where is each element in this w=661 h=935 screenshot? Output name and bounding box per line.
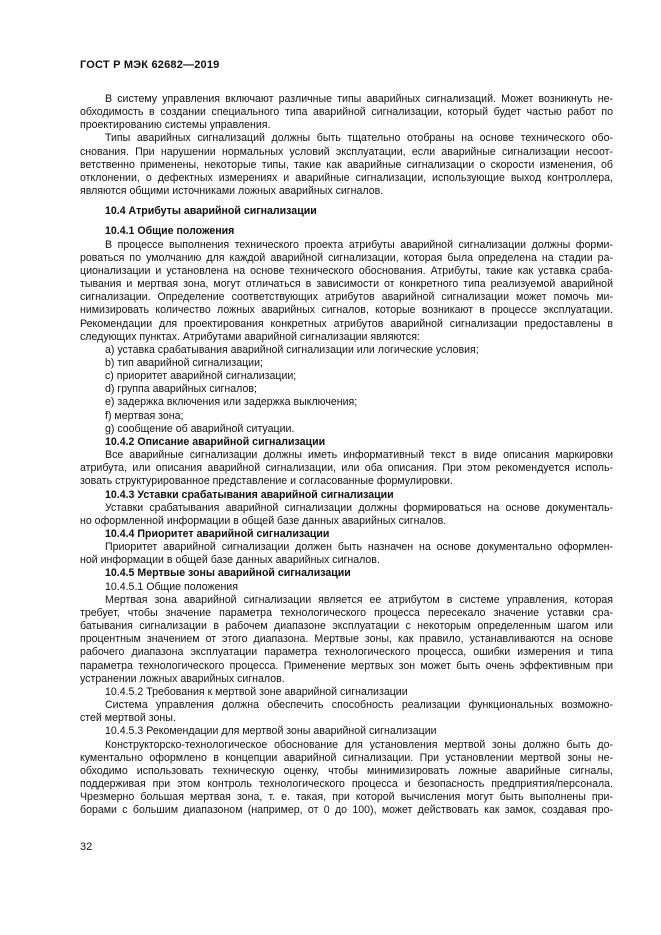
text-line: b) тип аварийной сигнализации; [105, 356, 263, 369]
text-line: a) уставка срабатывания аварийной сигнализации или логические условия; [105, 343, 479, 356]
text-line: роваться по умолчанию для каждой аварийной сигнализации, которая была определена на стадии ра- [80, 251, 613, 264]
text-line: являются общими источниками ложных аварийных сигналов. [80, 185, 384, 198]
text-line: Типы аварийных сигнализаций должны быть тщательно отобраны на основе технического обо- [105, 132, 613, 145]
text-line: В процессе выполнения технического проекта атрибуты аварийной сигнализации должны форми- [105, 238, 613, 251]
text-line: обходимо использовать техническую оценку, чтобы минимизировать ложные аварийные сигналы, [80, 764, 613, 777]
text-line: Все аварийные сигнализации должны иметь информативный текст в виде описания маркировки [105, 449, 613, 462]
text-line: атрибута, или описания аварийной сигнализации, или оба описания. При этом рекомендуется исполь- [80, 462, 613, 475]
text-line: f) мертвая зона; [105, 409, 184, 422]
text-line: параметра технологического процесса. Применение мертвых зон может быть очень эффективным при [80, 659, 613, 672]
text-line: Конструкторско-технологическое обоснование для установления мертвой зоны должно быть до- [105, 738, 613, 751]
section-heading: 10.4.5 Мертвые зоны аварийной сигнализации [105, 567, 351, 580]
text-line: проектированию системы управления. [80, 119, 271, 132]
section-heading: 10.4.3 Уставки срабатывания аварийной сигнализации [105, 488, 394, 501]
text-line: сигнализации. Определение соответствующих атрибутов аварийной сигнализации может помочь ми- [80, 291, 613, 304]
text-line: Рекомендации для проектирования конкретных атрибутов аварийной сигнализации предоставлены в [80, 317, 613, 330]
text-line: g) сообщение об аварийной ситуации. [105, 422, 295, 435]
text-line: В систему управления включают различные типы аварийных сигнализаций. Может возникнуть не- [105, 93, 613, 105]
text-line: ционализации и установлена на основе технического обоснования. Атрибуты, такие как уставка сраба- [80, 264, 613, 277]
text-line: тывания и мертвая зона, могут отличаться в зависимости от конкретного типа реализуемой аварийной [80, 278, 613, 291]
spacer [80, 218, 613, 225]
document-body [80, 93, 613, 817]
text-line: поддерживая при этом контроль технологического процесса и безопасность предприятия/персонала. [80, 777, 613, 790]
text-line: Уставки срабатывания аварийной сигнализации должны формироваться на основе документаль- [105, 501, 613, 514]
section-heading: 10.4.1 Общие положения [105, 225, 235, 238]
text-line: обходимость в создании специального типа аварийной сигнализации, который будет частью работ по [80, 106, 613, 119]
text-line: батывания сигнализации в рабочем диапазоне эксплуатации с некоторым определенным шагом или [80, 620, 613, 633]
text-line: e) задержка включения или задержка выключения; [105, 396, 358, 409]
text-line: отклонении, о дефектных измерениях и аварийные сигнализации, использующие выход контроллера, [80, 171, 613, 184]
text-line: d) группа аварийных сигналов; [105, 383, 257, 396]
text-line: снования. При нарушении нормальных условий эксплуатации, если аварийные сигнализации несоот- [80, 145, 613, 158]
text-line: нимизировать количество ложных аварийных сигналов, которые возникают в процессе эксплуатации. [80, 304, 613, 317]
text-line: кументально оформлено в концепции аварийной сигнализации. При установлении мертвой зоны не- [80, 751, 613, 764]
text-line: процентным значением от этого диапазона. Мертвые зоны, как правило, устанавливаются на основе [80, 633, 613, 646]
text-line: ветственно применены, некоторые типы, такие как аварийные сигнализации о скорости изменения, об [80, 158, 613, 171]
text-line: требует, чтобы значение параметра технологического процесса пересекало значение уставки сра- [80, 606, 613, 619]
text-line: 10.4.5.1 Общие положения [105, 580, 238, 593]
text-line: борами с большим диапазоном (например, от 0 до 100), может действовать как замок, создавая про- [80, 804, 613, 817]
standard-header: ГОСТ Р МЭК 62682—2019 [80, 59, 220, 71]
text-line: Система управления должна обеспечить способность реализации функциональных возможно- [105, 699, 613, 712]
text-line: рабочего диапазона эксплуатации параметра технологического процесса, ошибки измерения и типа [80, 646, 613, 659]
text-line: 10.4.5.2 Требования к мертвой зоне аварийной сигнализации [105, 685, 408, 698]
text-line: 10.4.5.3 Рекомендации для мертвой зоны аварийной сигнализации [105, 725, 437, 738]
text-line: Приоритет аварийной сигнализации должен быть назначен на основе документально оформлен- [105, 541, 613, 554]
section-heading: 10.4 Атрибуты аварийной сигнализации [105, 205, 317, 218]
page-number: 32 [80, 841, 93, 853]
text-line: Мертвая зона аварийной сигнализации является ее атрибутом в системе управления, которая [105, 593, 613, 606]
text-line: зовать структурированное представление и согласованные формулировки. [80, 475, 453, 488]
text-line: c) приоритет аварийной сигнализации; [105, 370, 297, 383]
text-line: ной информации в общей базе данных аварийных сигналов. [80, 554, 380, 567]
text-line: но оформленной информации в общей базе данных аварийных сигналов. [80, 514, 447, 527]
section-heading: 10.4.4 Приоритет аварийной сигнализации [105, 528, 330, 540]
section-heading: 10.4.2 Описание аварийной сигнализации [105, 435, 326, 448]
text-line: Чрезмерно большая мертвая зона, т. е. такая, при которой вычисления могут быть выполнены при- [80, 791, 613, 804]
text-line: стей мертвой зоны. [80, 712, 176, 725]
text-line: устранении ложных аварийных сигналов. [80, 672, 285, 685]
spacer [80, 198, 613, 205]
text-line: следующих пунктах. Атрибутами аварийной сигнализации являются: [80, 330, 420, 343]
